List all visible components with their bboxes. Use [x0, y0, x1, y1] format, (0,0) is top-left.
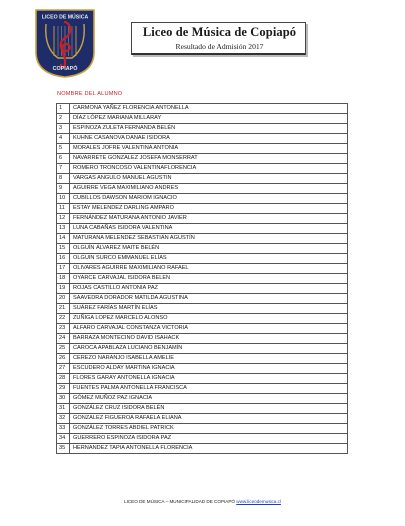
student-name: ALFARO CARVAJAL CONSTANZA VICTORIA — [70, 324, 348, 334]
student-name: CEREZO NARANJO ISABELLA AMELIE — [70, 354, 348, 364]
title-box — [131, 22, 306, 55]
row-number: 25 — [57, 344, 70, 354]
student-name: FLORES GARAY ANTONELLA IGNACIA — [70, 374, 348, 384]
student-name: NAVARRETE GONZALEZ JOSEFA MONSERRAT — [70, 154, 348, 164]
student-name: OLGUIN SURCO EMMANUEL ELÍAS — [70, 254, 348, 264]
student-name: BARRAZA MONTECINO DAVID ISAHACK — [70, 334, 348, 344]
website-link[interactable]: www.liceodemusica.cl — [236, 499, 281, 504]
student-name: DÍAZ LÓPEZ MARIANA MILLARAY — [70, 114, 348, 124]
row-number: 16 — [57, 254, 70, 264]
student-name: GONZÁLEZ TORRES ABDIEL PATRICK — [70, 424, 348, 434]
row-number: 31 — [57, 404, 70, 414]
table-row — [57, 394, 348, 404]
student-name: VARGAS ANGULO MANUEL AGUSTIN — [70, 174, 348, 184]
student-name: SUÁREZ FARÍAS MARTÍN ELÍAS — [70, 304, 348, 314]
table-row — [57, 324, 348, 334]
school-name: Liceo de Música de Copiapó — [142, 25, 297, 39]
row-number: 11 — [57, 204, 70, 214]
row-number: 1 — [57, 104, 70, 114]
student-name: ESTAY MELENDEZ DARLING AMPARO — [70, 204, 348, 214]
school-crest-logo — [34, 8, 96, 78]
table-row — [57, 124, 348, 134]
row-number: 2 — [57, 114, 70, 124]
row-number: 3 — [57, 124, 70, 134]
row-number: 26 — [57, 354, 70, 364]
student-name: KUHNE CASANOVA DANAE ISIDORA — [70, 134, 348, 144]
table-row — [57, 204, 348, 214]
row-number: 12 — [57, 214, 70, 224]
row-number: 17 — [57, 264, 70, 274]
student-name: FERNÁNDEZ MATURANA ANTONIO JAVIER — [70, 214, 348, 224]
student-name: GONZÁLEZ CRUZ ISIDORA BELÉN — [70, 404, 348, 414]
table-row — [57, 194, 348, 204]
column-heading: NOMBRE DEL ALUMNO — [57, 91, 123, 97]
student-name: MORALES JOFRE VALENTINA ANTONIA — [70, 144, 348, 154]
table-row — [57, 414, 348, 424]
table-row — [57, 354, 348, 364]
row-number: 34 — [57, 434, 70, 444]
student-name: LUNA CABAÑAS ISIDORA VALENTINA — [70, 224, 348, 234]
student-name: MATURANA MELENDEZ SEBASTIÁN AGUSTÍN — [70, 234, 348, 244]
table-row — [57, 254, 348, 264]
student-name: HERNANDEZ TAPIA ANTONELLA FLORENCIA — [70, 444, 348, 454]
row-number: 9 — [57, 184, 70, 194]
student-name: ROMERO TRONCOSO VALENTINAFLORENCIA — [70, 164, 348, 174]
row-number: 22 — [57, 314, 70, 324]
table-row — [57, 404, 348, 414]
student-name: OLGUÍN ÁLVAREZ MAITE BELÉN — [70, 244, 348, 254]
table-row — [57, 144, 348, 154]
row-number: 8 — [57, 174, 70, 184]
footer-text: LICEO DE MÚSICA – MUNICIPALIDAD DE COPIAPÓ — [124, 499, 235, 504]
page-footer — [0, 499, 405, 504]
student-name: SAAVEDRA DORADOR MATILDA AGUSTINA — [70, 294, 348, 304]
student-name: FUENTES PALMA ANTONELLA FRANCISCA — [70, 384, 348, 394]
table-row — [57, 424, 348, 434]
student-name: ESCUDERO ALDAY MARTINA IGNACIA — [70, 364, 348, 374]
logo-top-text: LICEO DE MÚSICA — [41, 14, 89, 21]
table-row — [57, 264, 348, 274]
table-row — [57, 314, 348, 324]
student-name: ROJAS CASTILLO ANTONIA PAZ — [70, 284, 348, 294]
row-number: 6 — [57, 154, 70, 164]
row-number: 13 — [57, 224, 70, 234]
student-name: ESPINOZA ZULETA FERNANDA BELÉN — [70, 124, 348, 134]
table-row — [57, 304, 348, 314]
table-row — [57, 384, 348, 394]
row-number: 30 — [57, 394, 70, 404]
row-number: 10 — [57, 194, 70, 204]
student-name: OLIVARES AGUIRRE MAXIMILIANO RAFAEL — [70, 264, 348, 274]
row-number: 20 — [57, 294, 70, 304]
student-name: AGUIRRE VEGA MAXIMILIANO ANDRES — [70, 184, 348, 194]
row-number: 24 — [57, 334, 70, 344]
table-row — [57, 364, 348, 374]
table-row — [57, 344, 348, 354]
row-number: 33 — [57, 424, 70, 434]
row-number: 4 — [57, 134, 70, 144]
table-row — [57, 374, 348, 384]
table-row — [57, 174, 348, 184]
table-row — [57, 164, 348, 174]
row-number: 15 — [57, 244, 70, 254]
student-name: CARMONA YAÑEZ FLORENCIA ANTONELLA — [70, 104, 348, 114]
student-name: CUBILLOS DAWSON MARIOM IGNACIO — [70, 194, 348, 204]
row-number: 23 — [57, 324, 70, 334]
row-number: 5 — [57, 144, 70, 154]
row-number: 19 — [57, 284, 70, 294]
student-name: CAROCA APABLAZA LUCIANO BENJAMÍN — [70, 344, 348, 354]
table-row — [57, 444, 348, 454]
table-row — [57, 214, 348, 224]
row-number: 35 — [57, 444, 70, 454]
row-number: 29 — [57, 384, 70, 394]
row-number: 28 — [57, 374, 70, 384]
table-row — [57, 334, 348, 344]
table-row — [57, 224, 348, 234]
admission-subtitle: Resultado de Admisión 2017 — [175, 42, 264, 51]
admitted-students-table — [56, 103, 348, 454]
row-number: 27 — [57, 364, 70, 374]
student-name: GÓMEZ MUÑOZ PAZ IGNACIA — [70, 394, 348, 404]
table-row — [57, 234, 348, 244]
table-row — [57, 274, 348, 284]
student-name: GONZALEZ FIGUEROA RAFAELA ELIANA — [70, 414, 348, 424]
table-row — [57, 294, 348, 304]
student-name: GUERRERO ESPINOZA ISIDORA PAZ — [70, 434, 348, 444]
row-number: 21 — [57, 304, 70, 314]
row-number: 14 — [57, 234, 70, 244]
row-number: 32 — [57, 414, 70, 424]
table-row — [57, 284, 348, 294]
row-number: 18 — [57, 274, 70, 284]
table-row — [57, 104, 348, 114]
student-name: OYARCE CARVAJAL ISIDORA BELEN — [70, 274, 348, 284]
student-name: ZUÑIGA LOPEZ MARCELO ALONSO — [70, 314, 348, 324]
table-row — [57, 184, 348, 194]
table-row — [57, 154, 348, 164]
table-row — [57, 434, 348, 444]
row-number: 7 — [57, 164, 70, 174]
table-row — [57, 244, 348, 254]
table-row — [57, 134, 348, 144]
logo-bottom-text: COPIAPÓ — [52, 66, 78, 72]
table-row — [57, 114, 348, 124]
